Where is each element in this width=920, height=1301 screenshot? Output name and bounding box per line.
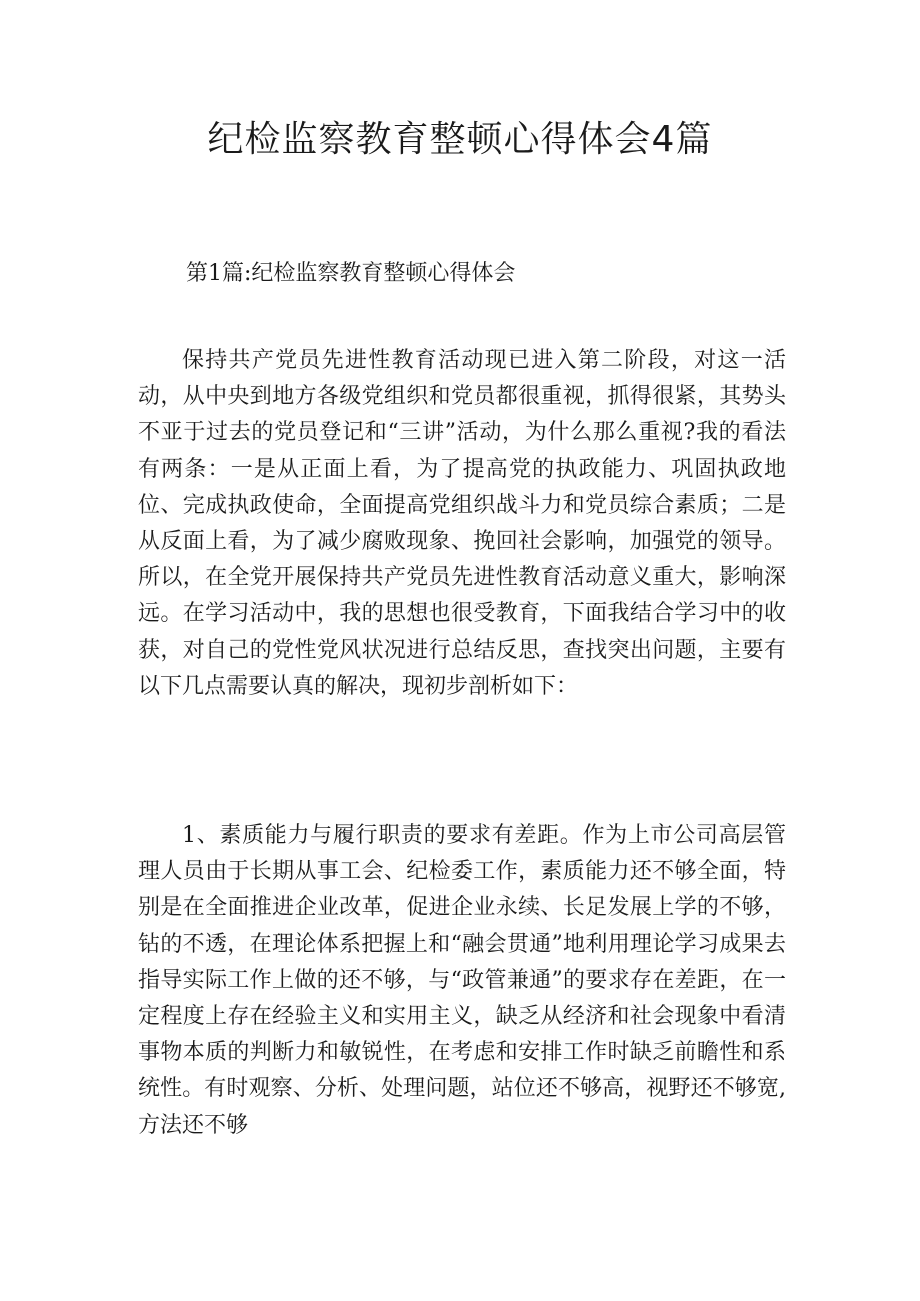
paragraph: 1、素质能力与履行职责的要求有差距。作为上市公司高层管理人员由于长期从事工会、纪检委工作，素质能力还不够全面，特别是在全面推进企业改革，促进企业永续、长足发展上学的不够，钻的不透，在理论体系把握上和“融会贯通”地利用理论学习成果去指导实际工作上做的还不够，与“政管兼通”的要求存在差距，在一定程度上存在经验主义和实用主义，缺乏从经济和社会现象中看清事物本质的判断力和敏锐性，在考虑和安排工作时缺乏前瞻性和系统性。有时观察、分析、处理问题，站位还不够高，视野还不够宽,方法还不够 — [138, 823, 786, 1138]
document-title: 纪检监察教育整顿心得体会4篇 — [207, 119, 713, 160]
section-heading: 第1篇:纪检监察教育整顿心得体会 — [186, 261, 516, 286]
paragraph: 保持共产党员先进性教育活动现已进入第二阶段，对这一活动，从中央到地方各级党组织和党员都很重视，抓得很紧，其势头不亚于过去的党员登记和“三讲”活动，为什么那么重视?我的看法有两条：一是从正面上看，为了提高党的执政能力、巩固执政地位、完成执政使命，全面提高党组织战斗力和党员综合素质；二是从反面上看，为了减少腐败现象、挽回社会影响，加强党的领导。所以，在全党开展保持共产党员先进性教育活动意义重大，影响深远。在学习活动中，我的思想也很受教育，下面我结合学习中的收获，对自己的党性党风状况进行总结反思，查找突出问题，主要有以下几点需要认真的解决，现初步剖析如下： — [138, 348, 786, 699]
